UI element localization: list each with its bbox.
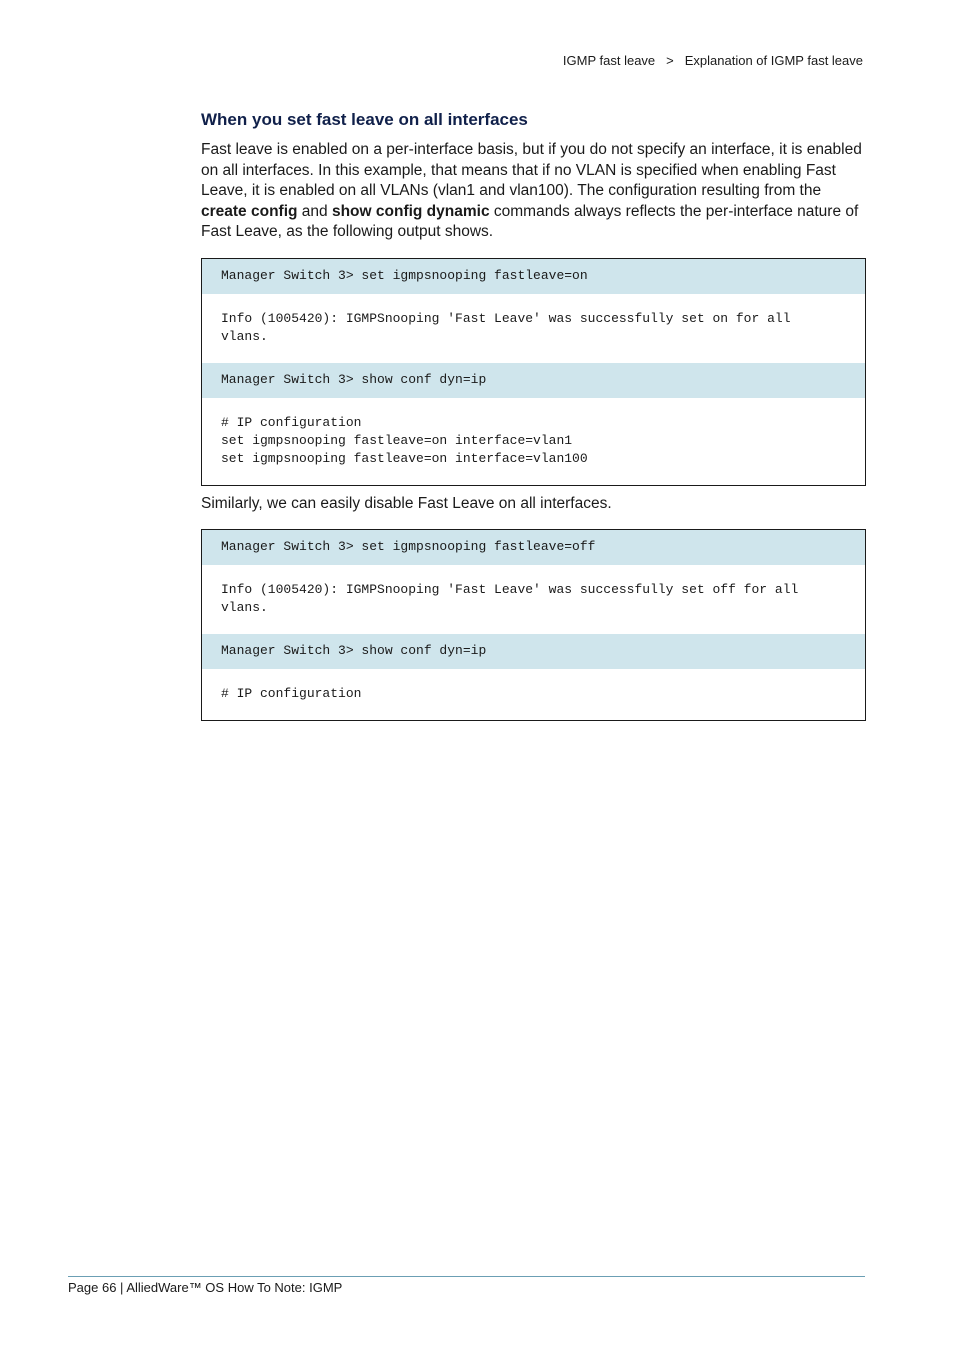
command-line: Manager Switch 3> set igmpsnooping fastleave=on (202, 259, 865, 294)
intro-text-2: and (297, 202, 332, 220)
breadcrumb-separator: > (666, 53, 674, 68)
breadcrumb-section: IGMP fast leave (562, 53, 656, 68)
section-heading: When you set fast leave on all interfaces (201, 110, 528, 129)
command-line: Manager Switch 3> show conf dyn=ip (202, 634, 865, 669)
command-output: Info (1005420): IGMPSnooping 'Fast Leave' was successfully set off for all vlans. (202, 565, 865, 634)
command-output: # IP configuration set igmpsnooping fastleave=on interface=vlan1 set igmpsnooping fastleave=on interface=vlan100 (202, 398, 865, 485)
intro-text-3: commands always reflects the per-interface nature of Fast Leave, as the following output shows. (201, 202, 859, 241)
breadcrumb-page: Explanation of IGMP fast leave (684, 53, 863, 68)
code-block-disable (201, 529, 866, 721)
command-output: Info (1005420): IGMPSnooping 'Fast Leave' was successfully set on for all vlans. (202, 294, 865, 363)
disable-paragraph: Similarly, we can easily disable Fast Leave on all interfaces. (201, 494, 612, 512)
command-output: # IP configuration (202, 669, 865, 720)
intro-text-1: Fast leave is enabled on a per-interface basis, but if you do not specify an interface, it is enabled on all interfaces. In this example, that means that if no VLAN is specified when enabling Fast Leave, it is enabled on all VLANs (vlan1 and vlan100). The configuration resulting from the (201, 141, 862, 200)
main-content (201, 108, 865, 721)
breadcrumb (563, 53, 863, 68)
command-line: Manager Switch 3> set igmpsnooping fastleave=off (202, 530, 865, 565)
intro-paragraph (201, 140, 865, 243)
page-footer: Page 66 | AlliedWare™ OS How To Note: IGMP (68, 1280, 343, 1295)
intro-bold-show-config-dynamic: show config dynamic (331, 202, 490, 220)
footer-divider (68, 1276, 865, 1277)
command-line: Manager Switch 3> show conf dyn=ip (202, 363, 865, 398)
code-block-enable (201, 258, 866, 486)
intro-bold-create-config: create config (201, 202, 298, 220)
